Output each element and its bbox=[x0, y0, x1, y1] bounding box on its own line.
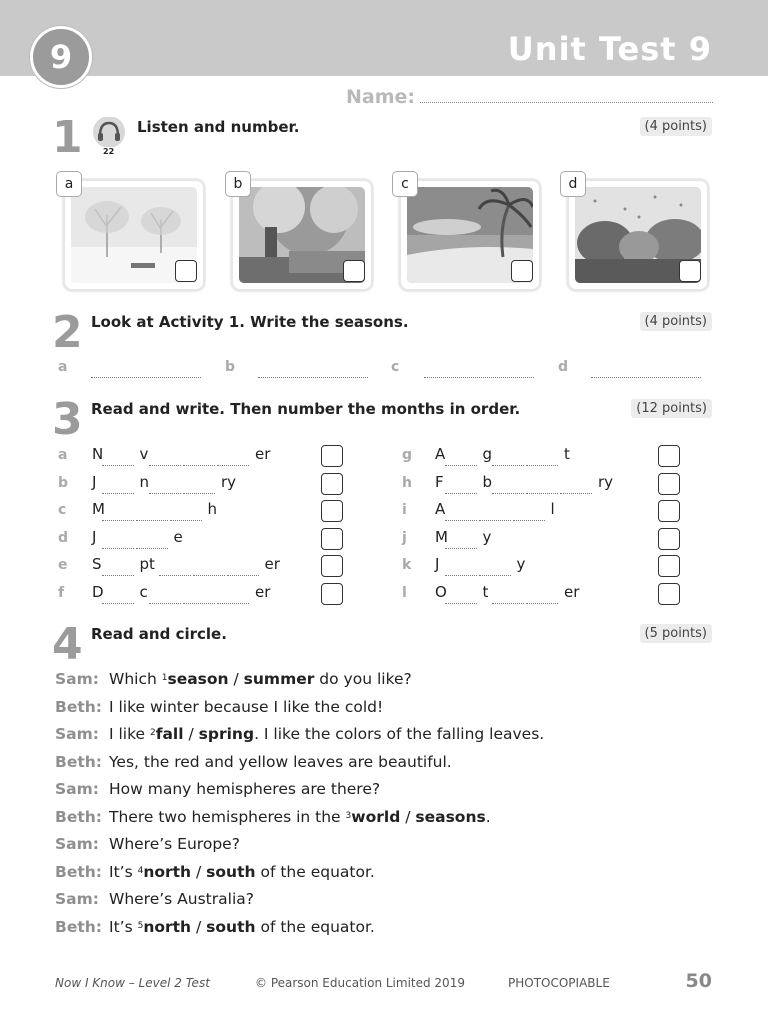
month-blank[interactable] bbox=[445, 465, 477, 466]
month-blank[interactable] bbox=[136, 548, 168, 549]
month-blank[interactable] bbox=[149, 493, 181, 494]
picture-b-number-box[interactable] bbox=[343, 260, 365, 282]
month-blank[interactable] bbox=[102, 520, 134, 521]
month-blank[interactable] bbox=[526, 465, 558, 466]
month-letter-i: i bbox=[402, 502, 407, 518]
month-order-box-f[interactable] bbox=[321, 583, 343, 605]
dialogue-speaker: Beth: bbox=[55, 807, 102, 826]
dialogue-text: Which $^1$season / summer do you like? bbox=[109, 670, 412, 688]
month-blank[interactable] bbox=[445, 603, 477, 604]
month-letters: er bbox=[264, 555, 280, 573]
month-letters: ry bbox=[221, 472, 237, 491]
month-letter-c: c bbox=[58, 502, 67, 518]
month-letters: n bbox=[139, 472, 150, 491]
month-letters: c bbox=[139, 582, 148, 601]
dialogue-speaker: Beth: bbox=[55, 697, 102, 716]
month-blank[interactable] bbox=[102, 603, 134, 604]
month-letters: v bbox=[139, 445, 149, 463]
dialogue-speaker: Sam: bbox=[55, 890, 99, 908]
question-number: 5 bbox=[137, 920, 144, 931]
month-letters: F bbox=[435, 472, 444, 491]
dialogue-speaker: Sam: bbox=[55, 725, 99, 743]
month-blank[interactable] bbox=[149, 465, 181, 466]
dialogue-text: I like winter because I like the cold! bbox=[109, 697, 384, 716]
month-letters: M bbox=[92, 500, 105, 518]
dialogue-text: Where’s Europe? bbox=[109, 835, 240, 853]
circle-option[interactable]: fall bbox=[155, 725, 184, 743]
exercise-4-instruction: Read and circle. bbox=[91, 625, 227, 643]
month-letters: J bbox=[92, 527, 97, 546]
month-order-box-d[interactable] bbox=[321, 528, 343, 550]
month-letters: er bbox=[255, 445, 271, 463]
month-letter-g: g bbox=[402, 447, 413, 463]
page-number: 50 bbox=[685, 970, 712, 992]
circle-option[interactable]: north bbox=[143, 917, 192, 936]
month-letters: y bbox=[516, 555, 526, 573]
dialogue-line bbox=[55, 725, 544, 747]
name-field[interactable] bbox=[420, 102, 713, 103]
audio-track-number: 22 bbox=[103, 147, 115, 156]
exercise-2-instruction: Look at Activity 1. Write the seasons. bbox=[91, 313, 409, 331]
month-blank[interactable] bbox=[102, 493, 134, 494]
exercise-4-number: 4 bbox=[52, 619, 83, 670]
month-letters: y bbox=[482, 527, 492, 546]
month-letter-j: j bbox=[402, 529, 407, 546]
month-blank[interactable] bbox=[492, 465, 524, 466]
unit-number-badge bbox=[30, 26, 92, 88]
dialogue-line bbox=[55, 698, 383, 720]
month-letter-f: f bbox=[58, 584, 65, 601]
month-blank[interactable] bbox=[136, 520, 168, 521]
month-blank[interactable] bbox=[492, 493, 524, 494]
month-blank[interactable] bbox=[445, 575, 477, 576]
month-blank[interactable] bbox=[183, 603, 215, 604]
month-blank[interactable] bbox=[526, 493, 558, 494]
month-letters: A bbox=[435, 500, 446, 518]
month-blank[interactable] bbox=[102, 465, 134, 466]
exercise-1-points: (4 points) bbox=[640, 117, 712, 136]
month-blank[interactable] bbox=[445, 548, 477, 549]
month-letters: h bbox=[207, 500, 218, 518]
month-order-box-h[interactable] bbox=[658, 473, 680, 495]
month-blank[interactable] bbox=[479, 520, 511, 521]
dialogue-line bbox=[55, 670, 412, 692]
month-letters: A bbox=[435, 445, 446, 463]
circle-option[interactable]: south bbox=[206, 862, 256, 881]
month-blank[interactable] bbox=[526, 603, 558, 604]
dialogue-text: There two hemispheres in the $^3$world / seasons. bbox=[109, 807, 491, 826]
month-blank[interactable] bbox=[492, 603, 524, 604]
exercise-1-number: 1 bbox=[52, 112, 83, 163]
season-answer-d[interactable] bbox=[591, 377, 701, 378]
month-order-box-a[interactable] bbox=[321, 445, 343, 467]
exercise-1-instruction: Listen and number. bbox=[137, 118, 300, 136]
dialogue-speaker: Beth: bbox=[55, 752, 102, 771]
month-letters: J bbox=[92, 472, 97, 491]
picture-d-number-box[interactable] bbox=[679, 260, 701, 282]
circle-option[interactable]: spring bbox=[198, 725, 255, 743]
month-blank[interactable] bbox=[479, 575, 511, 576]
dialogue-text: How many hemispheres are there? bbox=[109, 780, 381, 798]
month-order-box-c[interactable] bbox=[321, 500, 343, 522]
circle-option[interactable]: south bbox=[206, 917, 256, 936]
footer-book-title: Now I Know – Level 2 Test bbox=[55, 976, 210, 990]
month-order-box-g[interactable] bbox=[658, 445, 680, 467]
month-letters: b bbox=[482, 472, 493, 491]
dialogue-line bbox=[55, 835, 240, 857]
month-letters: l bbox=[550, 500, 555, 518]
circle-option[interactable]: seasons bbox=[415, 807, 486, 826]
month-blank[interactable] bbox=[159, 575, 191, 576]
month-letters: S bbox=[92, 555, 102, 573]
question-number: 3 bbox=[345, 810, 352, 821]
circle-option[interactable]: world bbox=[351, 807, 401, 826]
month-blank[interactable] bbox=[560, 493, 592, 494]
headphones-icon bbox=[92, 117, 126, 147]
month-letters: ry bbox=[598, 472, 614, 491]
dialogue-line bbox=[55, 890, 254, 912]
season-label-d: d bbox=[558, 359, 569, 375]
question-number: 2 bbox=[150, 728, 156, 738]
month-letters: pt bbox=[139, 555, 155, 573]
dialogue-text: I like $^2$fall / spring. I like the colors of the falling leaves. bbox=[109, 725, 545, 743]
month-order-box-l[interactable] bbox=[658, 583, 680, 605]
page-title: Unit Test 9 bbox=[507, 30, 712, 68]
month-order-box-b[interactable] bbox=[321, 473, 343, 495]
dialogue-speaker: Sam: bbox=[55, 670, 99, 688]
month-blank[interactable] bbox=[217, 603, 249, 604]
dialogue-speaker: Beth: bbox=[55, 917, 102, 936]
month-letter-e: e bbox=[58, 557, 68, 573]
month-blank[interactable] bbox=[445, 493, 477, 494]
dialogue-line bbox=[55, 863, 375, 885]
month-letters: g bbox=[482, 445, 493, 463]
month-order-box-k[interactable] bbox=[658, 555, 680, 577]
month-letters: e bbox=[173, 527, 183, 546]
month-letter-l: l bbox=[402, 584, 407, 601]
season-label-a: a bbox=[58, 359, 68, 375]
month-order-box-e[interactable] bbox=[321, 555, 343, 577]
month-letter-a: a bbox=[58, 447, 68, 463]
exercise-2-points: (4 points) bbox=[640, 312, 712, 331]
unit-number: 9 bbox=[49, 38, 73, 76]
month-order-box-i[interactable] bbox=[658, 500, 680, 522]
exercise-2-number: 2 bbox=[52, 307, 83, 358]
question-number: 1 bbox=[161, 673, 168, 683]
month-blank[interactable] bbox=[149, 603, 181, 604]
footer-copyright: © Pearson Education Limited 2019 bbox=[255, 976, 465, 990]
month-letters: M bbox=[435, 527, 448, 546]
dialogue-text: It’s $^5$north / south of the equator. bbox=[109, 917, 375, 936]
exercise-4-points: (5 points) bbox=[640, 624, 712, 643]
month-blank[interactable] bbox=[102, 548, 134, 549]
picture-label-a: a bbox=[56, 171, 82, 197]
dialogue-line bbox=[55, 753, 452, 775]
exercise-3-points: (12 points) bbox=[631, 399, 712, 418]
month-letters: t bbox=[564, 445, 570, 463]
picture-label-c: c bbox=[392, 171, 418, 197]
month-blank[interactable] bbox=[513, 520, 545, 521]
month-letters: J bbox=[435, 555, 440, 573]
dialogue-speaker: Beth: bbox=[55, 862, 102, 881]
season-label-b: b bbox=[225, 359, 236, 375]
circle-option[interactable]: summer bbox=[243, 670, 315, 688]
dialogue-line bbox=[55, 918, 375, 940]
month-blank[interactable] bbox=[102, 575, 134, 576]
dialogue-speaker: Sam: bbox=[55, 835, 99, 853]
month-letter-d: d bbox=[58, 529, 69, 546]
name-label: Name: bbox=[346, 86, 416, 108]
month-letters: D bbox=[92, 582, 104, 601]
question-number: 4 bbox=[137, 865, 144, 876]
month-letter-h: h bbox=[402, 474, 412, 491]
season-answer-b[interactable] bbox=[258, 377, 368, 378]
dialogue-line bbox=[55, 780, 380, 802]
month-blank[interactable] bbox=[227, 575, 259, 576]
dialogue-text: Yes, the red and yellow leaves are beautiful. bbox=[109, 752, 452, 771]
season-answer-c[interactable] bbox=[424, 377, 534, 378]
month-blank[interactable] bbox=[183, 493, 215, 494]
month-letter-b: b bbox=[58, 474, 69, 491]
month-letter-k: k bbox=[402, 557, 412, 573]
dialogue-text: Where’s Australia? bbox=[109, 890, 254, 908]
circle-option[interactable]: season bbox=[167, 670, 229, 688]
month-letters: er bbox=[255, 582, 271, 601]
month-blank[interactable] bbox=[445, 520, 477, 521]
circle-option[interactable]: north bbox=[143, 862, 192, 881]
month-letters: N bbox=[92, 445, 104, 463]
season-answer-a[interactable] bbox=[91, 377, 201, 378]
exercise-3-instruction: Read and write. Then number the months in order. bbox=[91, 400, 521, 418]
month-blank[interactable] bbox=[170, 520, 202, 521]
picture-label-d: d bbox=[560, 171, 586, 197]
dialogue-line bbox=[55, 808, 491, 830]
month-blank[interactable] bbox=[217, 465, 249, 466]
exercise-3-number: 3 bbox=[52, 394, 83, 445]
month-order-box-j[interactable] bbox=[658, 528, 680, 550]
month-letters: O bbox=[435, 582, 447, 601]
footer-photocopiable: PHOTOCOPIABLE bbox=[508, 976, 610, 990]
month-blank[interactable] bbox=[193, 575, 225, 576]
month-blank[interactable] bbox=[183, 465, 215, 466]
picture-c-number-box[interactable] bbox=[511, 260, 533, 282]
dialogue-speaker: Sam: bbox=[55, 780, 99, 798]
month-letters: t bbox=[482, 582, 489, 601]
dialogue-text: It’s $^4$north / south of the equator. bbox=[109, 862, 375, 881]
picture-label-b: b bbox=[225, 171, 251, 197]
month-letters: er bbox=[564, 582, 580, 601]
picture-a-number-box[interactable] bbox=[175, 260, 197, 282]
season-label-c: c bbox=[391, 359, 400, 375]
